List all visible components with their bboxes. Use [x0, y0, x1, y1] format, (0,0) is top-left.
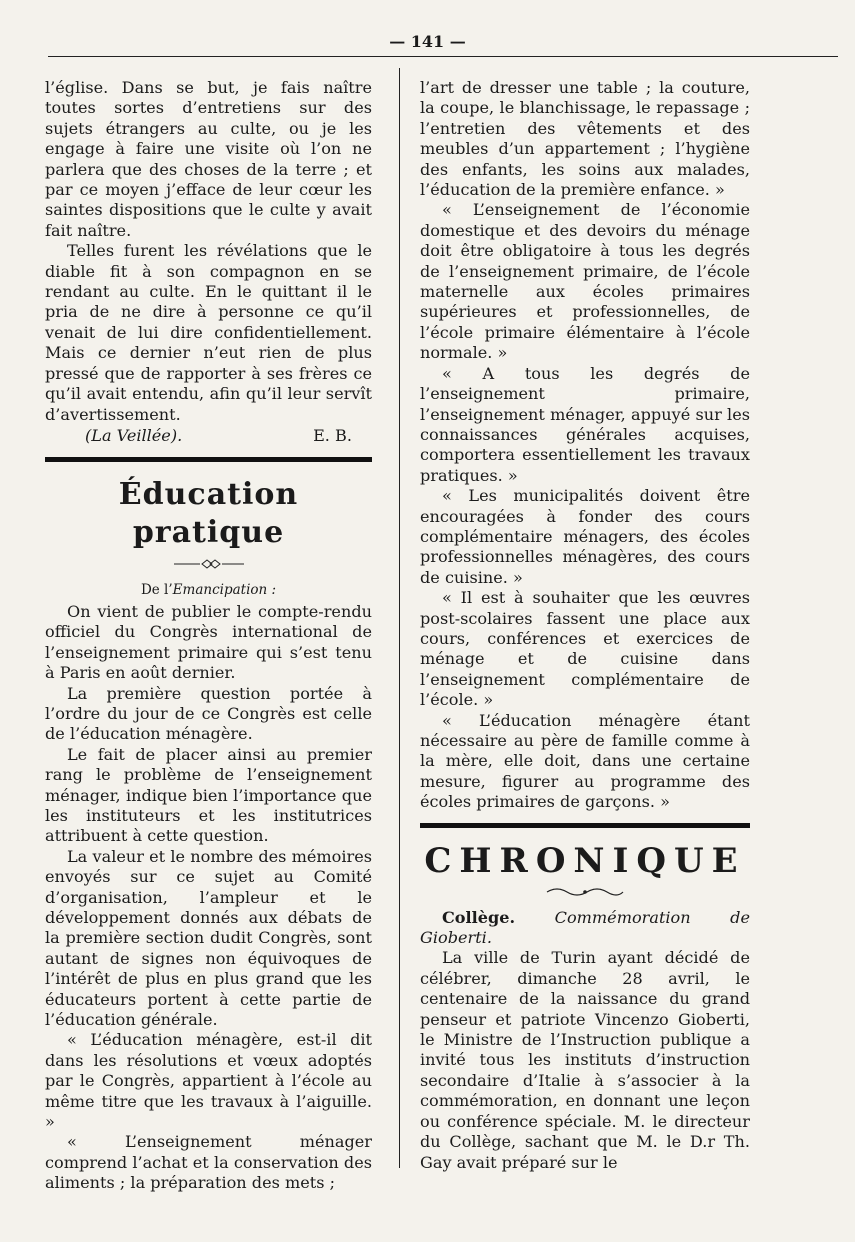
- page-number: — 141 —: [389, 32, 466, 51]
- ornament-divider: [45, 556, 372, 572]
- signoff: [45, 425, 372, 447]
- signoff-source: (La Veillée).: [85, 425, 183, 445]
- left-column: [45, 78, 372, 1194]
- paragraph: La ville de Turin ayant décidé de célébrer, dimanche 28 avril, le centenaire de la naissance du grand penseur et patriote Vincenzo Gioberti, le Ministre de l’Instruction publique a invité tous les instituts d’instruction secondaire d’Italie à s’associer à la commémoration, en donnant une leçon ou conférence spéciale. M. le directeur du Collège, sachant que M. le D.r Th. Gay avait préparé sur le: [420, 948, 750, 1172]
- paragraph: « L’enseignement de l’économie domestique et des devoirs du ménage doit être obligatoire à tous les degrés de l’enseignement primaire, de l’école maternelle aux écoles primaires supérieures et professionnelles, de l’école primaire élémentaire à l’école normale. »: [420, 200, 750, 363]
- ornament-divider: [420, 884, 750, 900]
- signoff-initials: E. B.: [313, 425, 352, 445]
- paragraph: « Les municipalités doivent être encouragées à fonder des cours complémentaire ménagers, des écoles professionnelles ménagères, des cours de cuisine. »: [420, 486, 750, 587]
- paragraph: La première question portée à l’ordre du jour de ce Congrès est celle de l’éducation ménagère.: [45, 683, 372, 744]
- header-rule: [48, 56, 838, 57]
- college-lead: Collège.: [442, 907, 516, 927]
- chronique-heading: [420, 908, 750, 949]
- paragraph: l’art de dresser une table ; la couture, la coupe, le blanchissage, le repassage ; l’entretien des vêtements et des meubles d’un appartement ; l’hygiène des enfants, les soins aux malades, l’éducation de la première enfance. »: [420, 78, 750, 200]
- paragraph: « L’éducation ménagère étant nécessaire au père de famille comme à la mère, elle doit, dans une certaine mesure, figurer au programme des écoles primaires de garçons. »: [420, 710, 750, 812]
- paragraph: « A tous les degrés de l’enseignement primaire, l’enseignement ménager, appuyé sur les connaissances générales acquises, comportera essentiellement les travaux pratiques. »: [420, 363, 750, 485]
- source-name: Emancipation :: [172, 581, 277, 598]
- section-rule: [45, 457, 372, 462]
- paragraph: « Il est à souhaiter que les œuvres post-scolaires fassent une place aux cours, conférences et exercices de ménage et de cuisine dans l’enseignement complémentaire de l’école. »: [420, 588, 750, 710]
- section-rule: [420, 823, 750, 828]
- section-title: CHRONIQUE: [424, 840, 746, 881]
- paragraph: Telles furent les révélations que le diable fit à son compagnon en se rendant au culte. En le quittant il le pria de ne dire à personne ce qu’il venait de lui dire confidentiellement. Mais ce dernier n’eut rien de plus pressé que de rapporter à ses frères ce qu’il avait entendu, afin qu’il leur servît d’avertissement.: [45, 241, 372, 424]
- section-title: Éducation pratique: [118, 476, 299, 550]
- paragraph: Le fait de placer ainsi au premier rang le problème de l’enseignement ménager, indique bien l’importance que les instituteurs et les institutrices attribuent à cette question.: [45, 744, 372, 846]
- paragraph: On vient de publier le compte-rendu officiel du Congrès international de l’enseignement primaire qui s’est tenu à Paris en août dernier.: [45, 601, 372, 683]
- column-divider: [399, 68, 400, 1168]
- paragraph: « L’enseignement ménager comprend l’achat et la conservation des aliments ; la préparation des mets ;: [45, 1132, 372, 1193]
- flourish-icon: [545, 886, 625, 898]
- source-line: [45, 580, 372, 600]
- paragraph: La valeur et le nombre des mémoires envoyés sur ce sujet au Comité d’organisation, l’ampleur et le développement donnés aux débats de la première section dudit Congrès, sont autant de signes non équivoques de l’intérêt de plus en plus grand que les éducateurs portent à cette partie de l’éducation générale.: [45, 846, 372, 1030]
- paragraph: l’église. Dans se but, je fais naître toutes sortes d’entretiens sur des sujets étrangers au culte, ou je les engage à faire une visite où l’on ne parlera que des choses de la terre ; et par ce moyen j’efface de leur cœur les saintes dispositions que le culte y avait fait naître.: [45, 78, 372, 240]
- ornament-icon: [174, 559, 244, 569]
- right-column: [420, 78, 750, 1173]
- paragraph: « L’éducation ménagère, est-il dit dans les résolutions et vœux adoptés par le Congrès, appartient à l’école au même titre que les travaux à l’aiguille. »: [45, 1030, 372, 1132]
- college-subtitle: Commémoration de Gioberti.: [420, 907, 750, 948]
- source-prefix: De l’: [140, 581, 173, 598]
